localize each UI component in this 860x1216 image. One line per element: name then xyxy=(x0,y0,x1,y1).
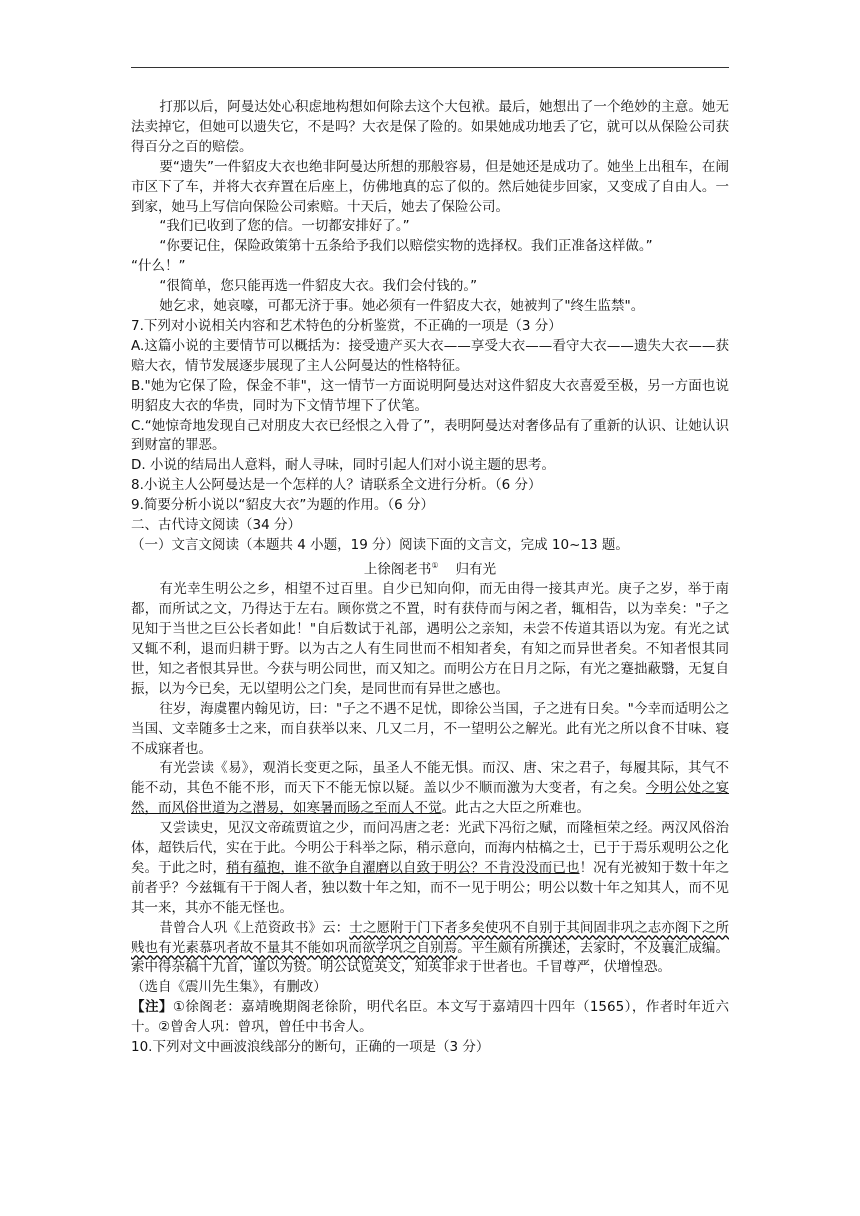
wavy-underlined-passage: 士之愿附于门下者多矣使巩不自别于其间固非巩之志亦阁下之所贱也有光素慕巩者故不量其不能如巩而欲学巩之自别焉 xyxy=(131,919,730,956)
essay-text: 又尝读史，见汉文帝疏贾谊之少，而问冯唐之老：光武下冯衍之赋，而隆桓荣之经。两汉风俗治体，超铁后代，实在于此。今明公于科举之际，稍示意向，而海内枯槁之士，已于于焉乐观明公之化矣。于此之时， xyxy=(131,820,729,876)
essay-text: 。平生颇有所撰述，去家时，不及襄汇成编。索中得杂稿十九首，谨以为贽。明公试览英文，知英非求于世者也。千冒尊严，伏增惶恐。 xyxy=(131,939,730,976)
section-heading: 二、古代诗文阅读（34 分） xyxy=(131,517,301,534)
story-dialogue: “什么！” xyxy=(131,258,186,275)
essay-author: 归有光 xyxy=(455,561,497,578)
story-dialogue: “我们已收到了您的信。一切都安排好了。” xyxy=(159,218,410,235)
essay-text: 有光尝读《易》，观消长变更之际，虽圣人不能无惧。而汉、唐、宋之君子，每履其际，其气不能不动，其色不能不形，而天下不能无惊以疑。盖以少不顺而激为大变者，有之矣。 xyxy=(131,760,729,797)
essay-paragraph: 往岁，海虞瞿内翰见访，曰："子之不遇不足忧，即徐公当国，子之进有日矣。"今幸而适明公之当国、文幸随多士之来，而自获举以来、几又二月，不一望明公之解光。此有光之所以食不甘味、寝不成寐者也。 xyxy=(131,700,729,757)
subsection-heading: （一）文言文阅读（本题共 4 小题，19 分）阅读下面的文言文，完成 10~13 题。 xyxy=(131,536,629,553)
underlined-sentence: 今明公处之宴然，而风俗世道为之潜易，如寒暑而旸之至而人不觉 xyxy=(131,780,730,817)
essay-paragraph xyxy=(131,759,729,819)
essay-title-line xyxy=(131,556,729,580)
question-8: 8.小说主人公阿曼达是一个怎样的人？请联系全文进行分析。（6 分） xyxy=(131,477,542,494)
question-7-option-a: A.这篇小说的主要情节可以概括为：接受遗产买大衣——享受大衣——看守大衣——遗失大衣——获赔大衣，情节发展逐步展现了主人公阿曼达的性格特征。 xyxy=(131,337,729,374)
question-7-option-c: C.“她惊奇地发现自己对朋皮大衣已经恨之入骨了”，表明阿曼达对奢侈品有了重新的认识、让她认识到财富的罪恶。 xyxy=(131,417,729,454)
essay-text: ！况有光被知于数十年之前者乎？今兹辄有干于阁人者，独以数十年之知，而不一见于明公；明公以数十年之知其人，而不见其一来，其亦不能无怪也。 xyxy=(131,859,730,916)
essay-source: （选自《震川先生集》，有删改） xyxy=(131,979,327,996)
essay-notes xyxy=(131,998,729,1038)
essay-text: 。此古之大臣之所难也。 xyxy=(441,800,590,817)
essay-text: 昔曾合人巩《上范资政书》云： xyxy=(159,919,350,936)
question-7-option-b: B."她为它保了险，保金不菲"，这一情节一方面说明阿曼达对这件貂皮大衣喜爱至极，另一方面也说明貂皮大衣的华贵，同时为下文情节埋下了伏笔。 xyxy=(131,377,729,414)
story-paragraph: 要“遗失”一件貂皮大衣也绝非阿曼达所想的那般容易，但是她还是成功了。她坐上出租车，在闹市区下了车，并将大衣弃置在后座上，仿佛地真的忘了似的。然后她徒步回家，又变成了自由人。一到家，她马上写信向保险公司索赔。十天后，她去了保险公司。 xyxy=(131,158,729,215)
question-7-stem: 7.下列对小说相关内容和艺术特色的分析鉴赏，不正确的一项是（3 分） xyxy=(131,317,562,334)
document-body xyxy=(131,98,729,1058)
story-dialogue: “你要记住，保险政策第十五条给予我们以赔偿实物的选择权。我们正准备这样做。” xyxy=(159,238,653,255)
note-mark: ① xyxy=(431,560,439,570)
question-10-stem: 10.下列对文中画波浪线部分的断句，正确的一项是（3 分） xyxy=(131,1039,490,1056)
story-dialogue: “很简单，您只能再选一件貂皮大衣。我们会付钱的。” xyxy=(159,278,478,295)
underlined-sentence: 稍有蕴抱，谁不欲争自濯磨以自致于明公？不肯没没而已也 xyxy=(226,859,580,876)
note-text: ①徐阁老：嘉靖晚期阁老徐阶，明代名臣。本文写于嘉靖四十四年（1565），作者时年近六十。②曾舍人巩：曾巩，曾任中书舍人。 xyxy=(131,999,729,1036)
question-9: 9.简要分析小说以“貂皮大衣”为题的作用。（6 分） xyxy=(131,497,434,514)
note-label: 【注】 xyxy=(131,999,173,1016)
essay-paragraph xyxy=(131,919,729,979)
essay-title: 上徐阁老书 xyxy=(363,561,432,578)
question-7-option-d: D. 小说的结局出人意料，耐人寻味，同时引起人们对小说主题的思考。 xyxy=(131,457,555,474)
essay-paragraph xyxy=(131,819,729,919)
header-rule xyxy=(131,67,729,68)
essay-paragraph: 有光幸生明公之乡，相望不过百里。自少已知向仰，而无由得一接其声光。庚子之岁，举于南都，而所试之文，乃得达于左右。顾你赏之不置，时有获侍而与闲之者，辄相告，以为幸矣："子之见知于当世之巨公长者如此！"自后数试于礼部，遇明公之亲知，未尝不传道其语以为宠。有光之试又辄不利，退而归耕于野。以为古之人有生同世而不相知者矣，有知之而异世者矣。不知者恨其同世，知之者恨其异世。今获与明公同世，而又知之。而明公方在日月之际，有光之蹇拙蔽翳，无复自振，以为今已矣，无以望明公之门矣，是同世而有异世之感也。 xyxy=(131,581,729,697)
story-paragraph: 打那以后，阿曼达处心积虑地构想如何除去这个大包袱。最后，她想出了一个绝妙的主意。她无法卖掉它，但她可以遗失它，不是吗？大衣是保了险的。如果她成功地丢了它，就可以从保险公司获得百分之百的赔偿。 xyxy=(131,99,729,155)
story-paragraph: 她乞求，她哀嚎，可都无济于事。她必须有一件貂皮大衣，她被判了"终生监禁"。 xyxy=(159,298,645,315)
